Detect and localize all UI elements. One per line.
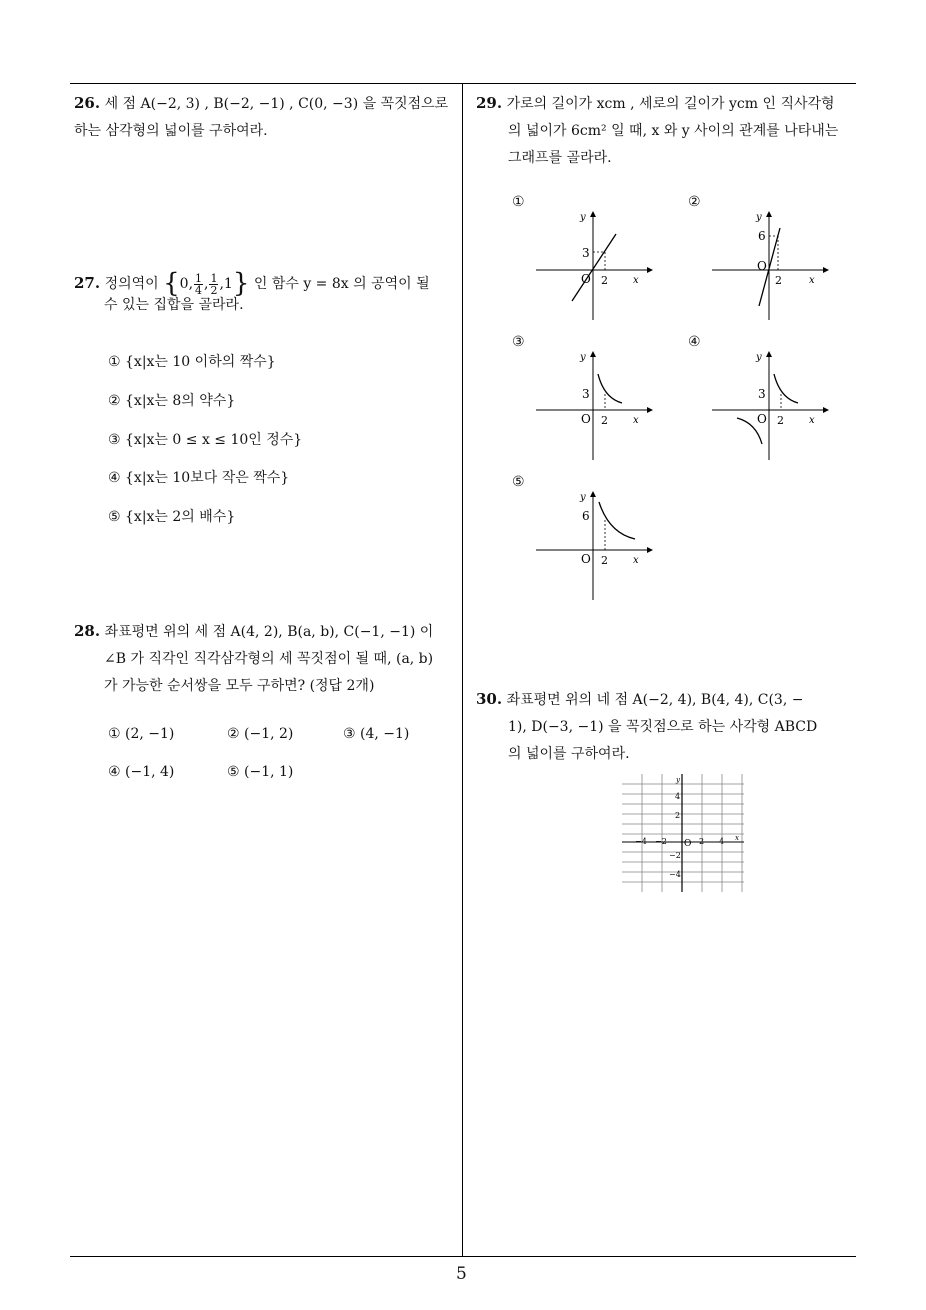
x-tick-label: 2	[601, 414, 608, 427]
set-element-1: ,1	[219, 276, 233, 292]
y-axis-label: y	[756, 212, 762, 223]
question-line-2: ∠B 가 직각인 직각삼각형의 세 꼭짓점이 될 때, (a, b)	[104, 651, 434, 667]
y-axis-label: y	[580, 492, 586, 503]
question-number: 28.	[74, 622, 101, 640]
question-line-2: 1), D(−3, −1) 을 꼭짓점으로 하는 사각형 ABCD	[508, 719, 818, 735]
y-tick-label: 3	[582, 387, 590, 401]
y-tick-label: 2	[675, 811, 681, 820]
graph-curve	[598, 374, 622, 403]
x-axis-label: x	[809, 415, 815, 426]
x-axis-label: x	[735, 834, 739, 842]
graph-1[interactable]	[530, 208, 660, 326]
question-26	[74, 90, 458, 145]
graph-option-mark[interactable]: ②	[688, 194, 701, 210]
x-tick-label: 2	[775, 274, 782, 287]
option-item[interactable]: ③ {x|x는 0 ≤ x ≤ 10인 정수}	[108, 432, 303, 448]
question-27	[74, 270, 458, 319]
origin-label: O	[757, 259, 767, 273]
x-tick-label: 2	[699, 837, 705, 846]
y-axis-label: y	[580, 352, 586, 363]
question-line-1: 27. 정의역이 {0, $\frac{1}{4}$ , $\frac{1}{2}$ ,1} 인 함수 y = 8x 의 공역이 될	[74, 268, 430, 299]
option-item[interactable]: ⑤ (−1, 1)	[227, 764, 294, 780]
origin-label: O	[757, 412, 767, 426]
fraction-half: $\frac{1}{2}$	[210, 271, 218, 297]
y-tick-label: 3	[582, 246, 590, 260]
question-line-3: 그래프를 골라라.	[508, 150, 612, 166]
origin-label: O	[684, 839, 692, 849]
y-tick-label: 6	[758, 229, 766, 243]
option-item[interactable]: ② {x|x는 8의 약수}	[108, 393, 236, 409]
origin-label: O	[581, 412, 591, 426]
graph-option-mark[interactable]: ④	[688, 334, 701, 350]
x-axis-label: x	[809, 275, 815, 286]
bottom-rule	[70, 1256, 856, 1257]
set-element-0: 0,	[179, 276, 194, 292]
question-30	[476, 686, 866, 768]
graph-curve	[599, 502, 635, 539]
question-number: 29.	[476, 94, 503, 112]
graph-curve	[774, 374, 798, 403]
graph-line	[572, 234, 616, 301]
graph-4[interactable]	[706, 348, 836, 466]
x-tick-label: 2	[601, 274, 608, 287]
option-item[interactable]: ① (2, −1)	[108, 726, 175, 742]
x-axis-label: x	[633, 275, 639, 286]
graph-option-mark[interactable]: ①	[512, 194, 525, 210]
option-item[interactable]: ④ (−1, 4)	[108, 764, 175, 780]
origin-label: O	[581, 272, 591, 286]
question-number: 26.	[74, 94, 101, 112]
question-28	[74, 618, 458, 700]
x-axis-label: x	[633, 555, 639, 566]
y-tick-label: 3	[758, 387, 766, 401]
option-item[interactable]: ③ (4, −1)	[343, 726, 410, 742]
option-item[interactable]: ⑤ {x|x는 2의 배수}	[108, 509, 236, 525]
option-item[interactable]: ② (−1, 2)	[227, 726, 294, 742]
y-tick-label: 6	[582, 509, 590, 523]
set-brace-close: }	[232, 268, 250, 299]
page-number: 5	[456, 1264, 467, 1284]
y-tick-label: 4	[675, 792, 681, 801]
x-axis-label: x	[633, 415, 639, 426]
set-brace-open: {	[163, 268, 180, 299]
question-line-1: 좌표평면 위의 세 점 A(4, 2), B(a, b), C(−1, −1) 이	[104, 624, 434, 640]
question-line-3: 의 넓이를 구하여라.	[508, 746, 630, 762]
question-tail: 인 함수 y = 8x 의 공역이 될	[253, 276, 430, 292]
question-29	[476, 90, 866, 172]
question-line-1: 가로의 길이가 xcm , 세로의 길이가 ycm 인 직사각형	[506, 96, 835, 112]
graph-2[interactable]	[706, 208, 836, 326]
graph-option-mark[interactable]: ③	[512, 334, 525, 350]
option-item[interactable]: ① {x|x는 10 이하의 짝수}	[108, 354, 276, 370]
origin-label: O	[581, 552, 591, 566]
y-tick-label: −4	[669, 870, 681, 879]
top-rule	[70, 83, 856, 84]
x-tick-label: −4	[635, 837, 647, 846]
question-line-2: 의 넓이가 6cm² 일 때, x 와 y 사이의 관계를 나타내는	[508, 123, 839, 139]
x-tick-label: 2	[777, 414, 784, 427]
x-tick-label: −2	[655, 837, 667, 846]
column-divider	[462, 83, 463, 1256]
question-number: 27.	[74, 274, 101, 292]
grid-lines	[622, 774, 744, 892]
question-text: 세 점 A(−2, 3) , B(−2, −1) , C(0, −3) 을 꼭짓점으로 하는 삼각형의 넓이를 구하여라.	[74, 96, 449, 139]
x-tick-label: 2	[601, 554, 608, 567]
y-axis-label: y	[756, 352, 762, 363]
question-number: 30.	[476, 690, 503, 708]
question-line-3: 가 가능한 순서쌍을 모두 구하면? (정답 2개)	[104, 678, 375, 694]
question-lead: 정의역이	[104, 276, 159, 292]
coordinate-grid	[622, 774, 746, 894]
x-tick-label: 4	[719, 837, 725, 846]
graph-option-mark[interactable]: ⑤	[512, 474, 525, 490]
graph-3[interactable]	[530, 348, 660, 466]
question-line-2: 수 있는 집합을 골라라.	[104, 297, 244, 313]
question-line-1: 좌표평면 위의 네 점 A(−2, 4), B(4, 4), C(3, −	[506, 692, 804, 708]
y-tick-label: −2	[669, 851, 681, 860]
option-item[interactable]: ④ {x|x는 10보다 작은 짝수}	[108, 470, 290, 486]
y-axis-label: y	[580, 212, 586, 223]
graph-5[interactable]	[530, 488, 660, 606]
fraction-quarter: $\frac{1}{4}$	[195, 271, 203, 297]
y-axis-label: y	[676, 776, 680, 784]
